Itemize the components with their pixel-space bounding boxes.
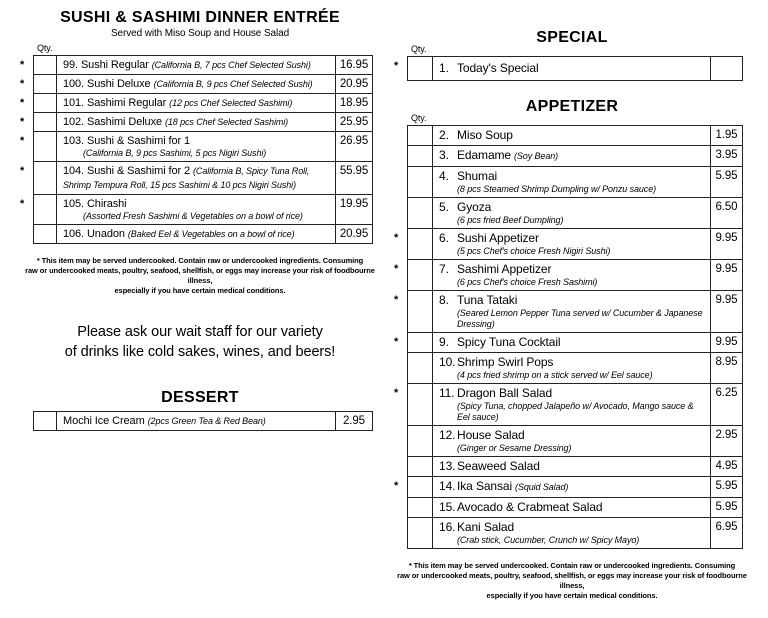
disclaimer — [396, 561, 748, 601]
item-cell — [57, 75, 335, 93]
item-cell — [433, 518, 710, 548]
menu-item-row — [34, 412, 372, 430]
disclaimer-line: especially if you have certain medical conditions. — [486, 591, 658, 600]
item-desc: (Baked Eel & Vegetables on a bowl of rice) — [127, 229, 295, 239]
item-desc: (California B, Spicy Tuna Roll, Shrimp Tempura Roll, 15 pcs Sashimi & 10 pcs Nigiri Sushi) — [63, 166, 310, 190]
menu-item-row — [408, 126, 742, 145]
item-price: 8.95 — [710, 353, 742, 383]
undercooked-asterisk: * — [20, 78, 25, 90]
menu-item-row — [20, 161, 372, 194]
item-number: 10. — [439, 355, 456, 369]
qty-box — [408, 260, 433, 290]
qty-box — [408, 353, 433, 383]
qty-box — [408, 229, 433, 259]
item-desc: (Crab stick, Cucumber, Crunch w/ Spicy Mayo) — [457, 535, 640, 545]
undercooked-asterisk: * — [394, 480, 399, 492]
item-number: 2. — [439, 128, 449, 142]
item-cell — [433, 146, 710, 166]
item-desc: (Spicy Tuna, chopped Jalapeño w/ Avocado, Mango sauce & Eel sauce) — [457, 401, 694, 422]
item-cell — [433, 426, 710, 456]
item-title: Spicy Tuna Cocktail — [457, 335, 561, 349]
undercooked-asterisk: * — [394, 263, 399, 275]
item-desc: (Soy Bean) — [514, 151, 559, 161]
item-price: 6.50 — [710, 198, 742, 228]
item-number: 11. — [439, 386, 455, 400]
item-desc: (California B, 7 pcs Chef Selected Sushi) — [151, 60, 311, 70]
left-column — [22, 8, 378, 431]
item-cell — [57, 225, 335, 243]
item-cell — [433, 333, 710, 352]
item-title: House Salad — [457, 428, 525, 442]
item-number: 16. — [439, 520, 456, 534]
item-title: Sushi Appetizer — [457, 231, 539, 245]
undercooked-asterisk: * — [20, 97, 25, 109]
item-desc: (12 pcs Chef Selected Sashimi) — [169, 98, 293, 108]
promo-line: of drinks like cold sakes, wines, and beers! — [64, 344, 336, 360]
qty-box — [408, 384, 433, 425]
menu-item-row — [394, 57, 742, 80]
undercooked-asterisk: * — [394, 294, 399, 306]
dessert-section-title: DESSERT — [161, 389, 239, 406]
disclaimer-line: especially if you have certain medical conditions. — [114, 286, 286, 295]
item-cell — [433, 198, 710, 228]
item-cell — [433, 291, 710, 332]
qty-box — [408, 426, 433, 456]
qty-box — [34, 195, 57, 224]
menu-item-row — [394, 383, 742, 425]
item-title: 101. Sashimi Regular — [63, 97, 167, 109]
qty-box — [408, 198, 433, 228]
item-title: 103. Sushi & Sashimi for 1 — [63, 135, 191, 147]
item-number: 8. — [439, 293, 449, 307]
undercooked-asterisk: * — [394, 387, 399, 399]
item-number: 1. — [439, 61, 449, 75]
qty-box — [408, 333, 433, 352]
menu-item-row — [408, 197, 742, 228]
item-price: 55.95 — [335, 162, 372, 194]
qty-box — [408, 498, 433, 517]
item-title: Dragon Ball Salad — [457, 386, 553, 400]
item-cell — [433, 57, 710, 80]
qty-box — [408, 126, 433, 145]
item-title: Avocado & Crabmeat Salad — [457, 500, 603, 514]
item-desc: (Seared Lemon Pepper Tuna served w/ Cucumber & Japanese Dressing) — [457, 308, 703, 329]
item-desc: (California B, 9 pcs Chef Selected Sushi) — [153, 79, 313, 89]
qty-box — [408, 518, 433, 548]
entree-section-subtitle: Served with Miso Soup and House Salad — [110, 28, 290, 39]
menu-item-row — [20, 131, 372, 161]
item-title: 106. Unadon — [63, 228, 125, 240]
menu-item-row — [408, 425, 742, 456]
entree-section-title: SUSHI & SASHIMI DINNER ENTRÉE — [60, 9, 340, 26]
menu-item-row — [34, 224, 372, 243]
qty-label: Qty. — [411, 44, 427, 54]
item-cell — [433, 260, 710, 290]
qty-box — [34, 412, 57, 430]
item-cell — [57, 94, 335, 112]
item-price: 20.95 — [335, 225, 372, 243]
qty-box — [408, 167, 433, 197]
item-number: 7. — [439, 262, 449, 276]
item-price: 6.25 — [710, 384, 742, 425]
item-price: 9.95 — [710, 333, 742, 352]
item-title: Today's Special — [457, 61, 539, 75]
menu-item-row — [394, 228, 742, 259]
menu-item-row — [408, 456, 742, 476]
menu-item-row — [20, 74, 372, 93]
qty-box — [34, 162, 57, 194]
item-price: 5.95 — [710, 477, 742, 497]
item-cell — [57, 132, 335, 161]
item-price: 25.95 — [335, 113, 372, 131]
item-title: Shumai — [457, 169, 498, 183]
item-price: 5.95 — [710, 498, 742, 517]
qty-label: Qty. — [411, 113, 427, 123]
undercooked-asterisk: * — [20, 135, 25, 147]
item-number: 15. — [439, 500, 456, 514]
menu-item-row — [394, 476, 742, 497]
item-desc: (5 pcs Chef's choice Fresh Nigiri Sushi) — [457, 246, 611, 256]
qty-box — [34, 225, 57, 243]
item-desc: (6 pcs fried Beef Dumpling) — [457, 215, 564, 225]
disclaimer-line: raw or undercooked meats, poultry, seafood, shellfish, or eggs may increase your risk of foodbourne illness, — [25, 266, 375, 285]
item-desc: (4 pcs fried shrimp on a stick served w/ Eel sauce) — [457, 370, 653, 380]
undercooked-asterisk: * — [394, 336, 399, 348]
item-price: 19.95 — [335, 195, 372, 224]
item-desc: (Assorted Fresh Sashimi & Vegetables on a bowl of rice) — [83, 211, 303, 221]
item-title: Mochi Ice Cream — [63, 415, 145, 427]
item-title: Kani Salad — [457, 520, 515, 534]
item-cell — [433, 477, 710, 497]
item-cell — [433, 229, 710, 259]
menu-item-row — [394, 332, 742, 352]
menu-item-row — [394, 259, 742, 290]
item-cell — [433, 353, 710, 383]
item-title: 105. Chirashi — [63, 198, 127, 210]
item-price — [710, 57, 742, 80]
item-cell — [57, 412, 335, 430]
qty-label: Qty. — [37, 43, 53, 53]
item-title: Tuna Tataki — [457, 293, 518, 307]
qty-box — [34, 56, 57, 74]
item-desc: (6 pcs Chef's choice Fresh Sashimi) — [457, 277, 598, 287]
item-desc: (Ginger or Sesame Dressing) — [457, 443, 572, 453]
qty-box — [34, 94, 57, 112]
menu-item-row — [20, 93, 372, 112]
item-title: Edamame — [457, 148, 511, 162]
item-number: 13. — [439, 459, 456, 473]
item-price: 5.95 — [710, 167, 742, 197]
item-price: 9.95 — [710, 291, 742, 332]
qty-box — [408, 57, 433, 80]
special-section-title: SPECIAL — [536, 29, 608, 46]
menu-item-row — [20, 56, 372, 74]
menu-item-row — [408, 497, 742, 517]
item-cell — [57, 113, 335, 131]
item-desc: (2pcs Green Tea & Red Bean) — [147, 416, 266, 426]
item-title: Gyoza — [457, 200, 492, 214]
menu-item-row — [408, 145, 742, 166]
undercooked-asterisk: * — [394, 232, 399, 244]
special-table — [394, 56, 743, 81]
item-cell — [57, 195, 335, 224]
item-number: 12. — [439, 428, 456, 442]
item-desc: (Squid Salad) — [515, 482, 569, 492]
item-title: Shrimp Swirl Pops — [457, 355, 554, 369]
item-title: 104. Sushi & Sashimi for 2 — [63, 165, 191, 177]
item-cell — [433, 384, 710, 425]
item-price: 1.95 — [710, 126, 742, 145]
undercooked-asterisk: * — [20, 165, 25, 177]
item-price: 9.95 — [710, 260, 742, 290]
promo-line: Please ask our wait staff for our variety — [77, 324, 323, 340]
item-title: 99. Sushi Regular — [63, 59, 149, 71]
item-title: 100. Sushi Deluxe — [63, 78, 151, 90]
item-number: 4. — [439, 169, 449, 183]
menu-item-row — [394, 290, 742, 332]
item-price: 3.95 — [710, 146, 742, 166]
item-price: 9.95 — [710, 229, 742, 259]
item-cell — [433, 167, 710, 197]
item-number: 9. — [439, 335, 449, 349]
qty-box — [34, 132, 57, 161]
disclaimer — [22, 256, 378, 296]
qty-box — [408, 146, 433, 166]
item-cell — [57, 162, 335, 194]
item-number: 14. — [439, 479, 456, 493]
menu-item-row — [408, 166, 742, 197]
item-title: Seaweed Salad — [457, 459, 540, 473]
item-price: 6.95 — [710, 518, 742, 548]
undercooked-asterisk: * — [394, 60, 399, 72]
right-column — [396, 8, 748, 601]
dessert-table — [33, 411, 373, 431]
item-cell — [433, 457, 710, 476]
item-title: Miso Soup — [457, 128, 513, 142]
item-title: 102. Sashimi Deluxe — [63, 116, 162, 128]
item-price: 16.95 — [335, 56, 372, 74]
appetizer-section-title: APPETIZER — [525, 98, 619, 115]
menu-item-row — [20, 112, 372, 131]
menu-item-row — [20, 194, 372, 224]
qty-box — [34, 113, 57, 131]
item-number: 6. — [439, 231, 449, 245]
item-number: 3. — [439, 148, 449, 162]
undercooked-asterisk: * — [20, 116, 25, 128]
item-desc: (18 pcs Chef Selected Sashimi) — [165, 117, 289, 127]
item-title: Ika Sansai — [457, 479, 513, 493]
item-price: 2.95 — [335, 412, 372, 430]
entree-table — [20, 55, 373, 244]
item-price: 2.95 — [710, 426, 742, 456]
disclaimer-line: * This item may be served undercooked. Contain raw or undercooked ingredients. Consuming — [36, 256, 364, 265]
item-number: 5. — [439, 200, 449, 214]
item-cell — [433, 498, 710, 517]
menu-item-row — [408, 517, 742, 548]
item-cell — [433, 126, 710, 145]
qty-box — [408, 291, 433, 332]
item-price: 20.95 — [335, 75, 372, 93]
item-title: Sashimi Appetizer — [457, 262, 552, 276]
qty-box — [34, 75, 57, 93]
item-desc: (8 pcs Steamed Shrimp Dumpling w/ Ponzu sauce) — [457, 184, 656, 194]
disclaimer-line: raw or undercooked meats, poultry, seafood, shellfish, or eggs may increase your risk of foodbourne illness, — [397, 571, 747, 590]
menu-item-row — [408, 352, 742, 383]
item-price: 26.95 — [335, 132, 372, 161]
undercooked-asterisk: * — [20, 198, 25, 210]
item-cell — [57, 56, 335, 74]
disclaimer-line: * This item may be served undercooked. Contain raw or undercooked ingredients. Consuming — [408, 561, 736, 570]
promo-text — [22, 322, 378, 362]
undercooked-asterisk: * — [20, 59, 25, 71]
item-desc: (California B, 9 pcs Sashimi, 5 pcs Nigiri Sushi) — [83, 148, 267, 158]
item-price: 18.95 — [335, 94, 372, 112]
qty-box — [408, 457, 433, 476]
appetizer-table — [394, 125, 743, 549]
item-price: 4.95 — [710, 457, 742, 476]
qty-box — [408, 477, 433, 497]
